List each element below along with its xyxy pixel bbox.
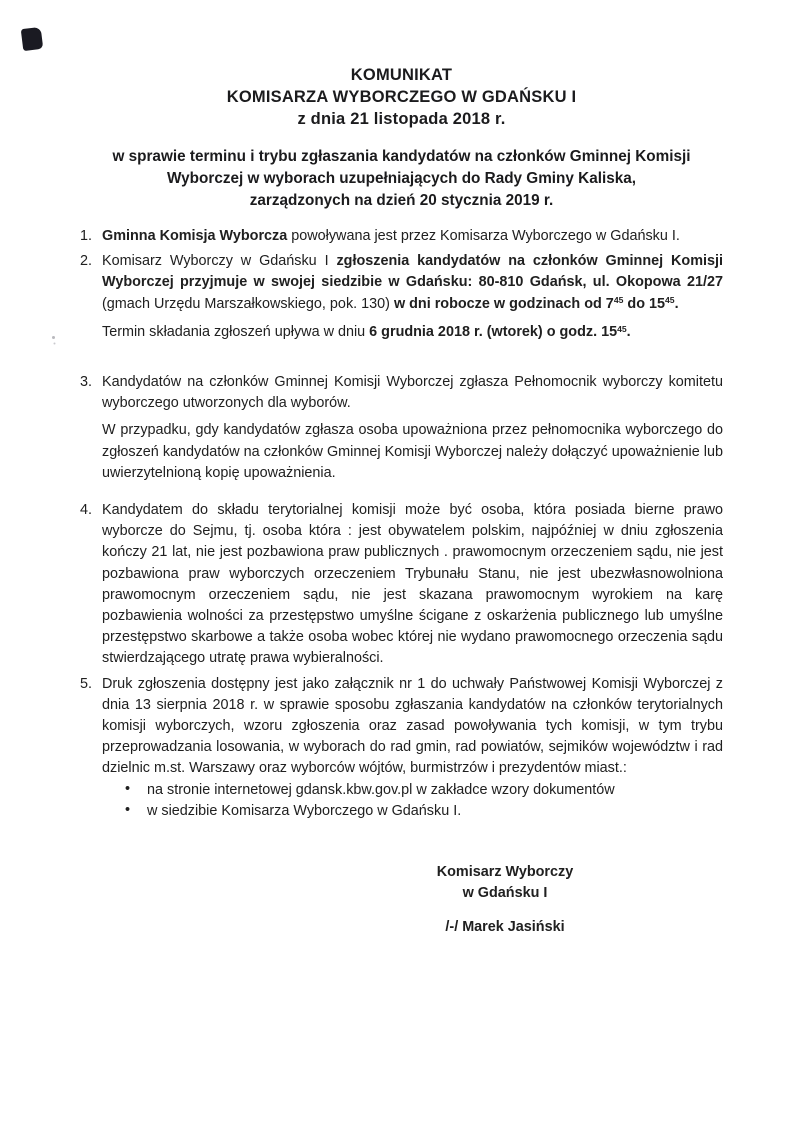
item-number: 5. <box>80 675 93 692</box>
item-paragraph <box>102 251 723 316</box>
item-number: 1. <box>80 228 93 244</box>
signature-name: /-/ Marek Jasiński <box>445 919 565 936</box>
scan-artifact-mark <box>21 27 44 51</box>
bullet-icon: • <box>125 780 131 797</box>
document-subject <box>80 146 723 212</box>
text-segment: Kandydatów na członków Gminnej Komisji Wyborczej zgłasza Pełnomocnik wyborczy komitetu wyborczego utworzonych dla wyborów. <box>102 374 723 412</box>
text-segment: 6 grudnia 2018 r. (wtorek) o godz. 15 <box>369 323 618 340</box>
doc-title-issuer: KOMISARZA WYBORCZEGO W GDAŃSKU I <box>226 88 577 106</box>
item-paragraph <box>102 420 723 484</box>
text-segment: Komisarz Wyborczy w Gdańsku I <box>102 253 337 270</box>
text-segment: (gmach Urzędu Marszałkowskiego, pok. 130) <box>102 295 394 312</box>
list-item <box>80 674 723 822</box>
signature-title-line-2: w Gdańsku I <box>462 885 548 902</box>
superscript-text: 45 <box>617 323 627 334</box>
text-segment: w dni robocze w godzinach od 7 <box>393 295 614 312</box>
item-paragraph <box>102 674 723 780</box>
item-paragraph <box>102 322 723 344</box>
item-paragraph <box>102 500 723 670</box>
bullet-text: na stronie internetowej gdansk.kbw.gov.pl w zakładce wzory dokumentów <box>147 781 615 798</box>
text-segment: W przypadku, gdy kandydatów zgłasza osoba upoważniona przez pełnomocnika wyborczego do zgłoszeń kandydatów na członków Gminnej Komisji Wyborczej należy dołączyć upoważnienie lub uwierzytelnioną kopię upoważnienia. <box>102 422 723 481</box>
subject-line-2: Wyborczej w wyborach uzupełniających do Rady Gminy Kaliska, <box>167 170 636 187</box>
text-segment: powoływana jest przez Komisarza Wyborczego w Gdańsku I. <box>287 228 680 244</box>
subject-line-1: w sprawie terminu i trybu zgłaszania kandydatów na członków Gminnej Komisji <box>112 148 691 165</box>
doc-title: KOMUNIKAT <box>350 66 453 84</box>
numbered-list <box>80 226 723 822</box>
bullet-text: w siedzibie Komisarza Wyborczego w Gdańsku I. <box>147 802 462 819</box>
text-segment: . <box>674 295 679 312</box>
item-number: 4. <box>80 502 93 519</box>
subject-line-3: zarządzonych na dzień 20 stycznia 2019 r. <box>249 192 554 209</box>
text-segment: Termin składania zgłoszeń upływa w dniu <box>102 323 370 340</box>
list-item <box>80 500 723 670</box>
item-number: 3. <box>80 374 93 391</box>
list-item <box>80 372 723 484</box>
text-segment: Gminna Komisja Wyborcza <box>102 228 288 244</box>
text-segment: . <box>626 323 631 340</box>
item-paragraph <box>102 372 723 414</box>
bullet-list <box>102 780 723 822</box>
text-segment: Kandydatem do składu terytorialnej komisji może być osoba, która posiada bierne prawo wyborcze do Sejmu, tj. osoba która : jest obywatelem polskim, najpóźniej w dniu zgłoszenia kończy 21 lat, nie jest pozbawiona praw publicznych . prawomocnym orzeczeniem sądu, nie jest pozbawiona praw wyborczych orzeczeniem Trybunału Stanu, nie jest ubezwłasnowolniona prawomocnym orzeczeniem sądu, nie jest skazana prawomocnym wyrokiem na karę pozbawienia wolności za przestępstwo umyślne ścigane z oskarżenia publicznego lub umyślne przestępstwo skarbowe a także osoba wobec której nie wydano prawomocnego orzeczenia sądu stwierdzającego utratę prawa wybieralności. <box>102 502 723 667</box>
list-item <box>80 251 723 344</box>
bullet-item <box>102 801 723 822</box>
superscript-text: 45 <box>665 295 675 306</box>
doc-title-date: z dnia 21 listopada 2018 r. <box>297 110 506 128</box>
item-paragraph <box>102 226 723 247</box>
signature-block <box>380 862 630 938</box>
text-segment: do 15 <box>623 295 665 312</box>
text-segment: Druk zgłoszenia dostępny jest jako załącznik nr 1 do uchwały Państwowej Komisji Wyborczej z dnia 13 sierpnia 2018 r. w sprawie sposobu zgłaszania kandydatów na członków terytorialnych komisji wyborczych, wzoru zgłoszenia oraz zasad powoływania tych komisji, w tym trybu przeprowadzania losowania, w wyborach do rad gmin, rad powiatów, sejmików województw i rad dzielnic m.st. Warszawy oraz wyborców wójtów, burmistrzów i prezydentów miast.: <box>102 675 723 777</box>
bullet-item <box>102 780 723 801</box>
signature-title-line-1: Komisarz Wyborczy <box>436 864 574 881</box>
text-segment: zgłoszenia kandydatów na członków Gminnej Komisji Wyborczej przyjmuje w swojej siedzibie w Gdańsku: 80-810 Gdańsk, ul. Okopowa 21/27 <box>102 253 723 291</box>
list-item <box>80 226 723 247</box>
item-number: 2. <box>80 253 93 270</box>
document-header <box>80 64 723 130</box>
scan-speck <box>52 336 55 339</box>
bullet-icon: • <box>125 801 131 818</box>
superscript-text: 45 <box>613 295 624 306</box>
